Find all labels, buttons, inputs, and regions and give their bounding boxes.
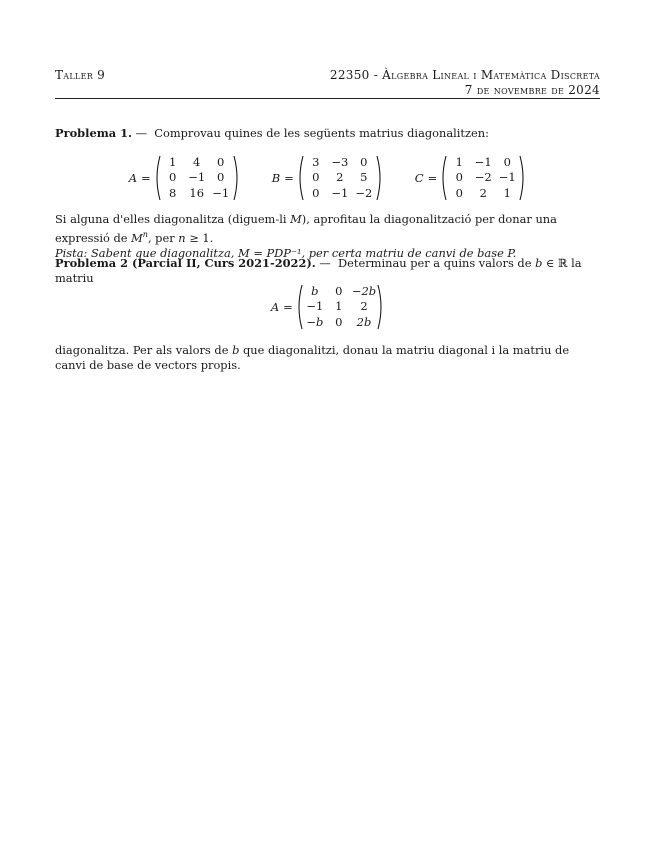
followup-text-2: ), aprofitau la diagonalització per donar una expressió de: [55, 212, 557, 245]
left-paren: [296, 284, 303, 330]
matrix-cell: −1: [212, 185, 230, 200]
followup-sup-n: n: [142, 230, 148, 239]
closing-b: b: [232, 343, 240, 357]
matrix-cell: 5: [360, 170, 368, 185]
problem2-dash: —: [319, 256, 331, 270]
followup-text-1: Si alguna d'elles diagonalitza (diguem-li: [55, 212, 291, 226]
matrix-cell: 2: [479, 185, 487, 200]
problem2-closing: [55, 343, 603, 373]
problem1-dash: —: [135, 126, 148, 140]
matrix-cell: 0: [360, 155, 368, 169]
problem1-title: Problema 1.: [55, 126, 132, 140]
matrix-cell: 0: [217, 170, 225, 185]
equals-sign: =: [427, 171, 438, 185]
followup-text-3: , per: [147, 230, 179, 245]
matrix-cell: 1: [455, 155, 463, 169]
matrix: [296, 284, 384, 330]
matrix: [297, 155, 383, 201]
matrix-cell: 0: [169, 170, 177, 185]
equals-sign: =: [284, 171, 294, 185]
matrix-equation-a: [271, 284, 384, 330]
followup-n: n: [178, 230, 186, 245]
course-title: 22350 - Àlgebra Lineal i Matemàtica Discreta: [329, 68, 600, 82]
matrix-cell: −2: [474, 170, 492, 185]
header-rule: [55, 98, 600, 99]
matrix-cell: 0: [455, 170, 463, 185]
matrix-cell: 0: [335, 284, 343, 298]
problem2-matrix: [55, 284, 600, 330]
matrix-cell: −1: [306, 299, 324, 314]
problem1-matrices: [55, 155, 600, 201]
matrix: [440, 155, 526, 201]
matrix-cell: −2b: [351, 284, 377, 298]
followup-M: M: [290, 212, 302, 226]
right-paren: [519, 155, 526, 201]
left-paren: [297, 155, 304, 201]
matrix-cell: 0: [217, 155, 225, 169]
matrix-name: A: [128, 171, 138, 185]
right-paren: [377, 284, 384, 330]
left-paren: [154, 155, 161, 201]
matrix-cell: −1: [474, 155, 492, 169]
followup-text-4: ≥ 1.: [185, 230, 214, 245]
date: 7 de novembre de 2024: [464, 83, 600, 97]
closing-text-1: diagonalitza. Per als valors de: [55, 343, 233, 357]
matrix-equation-a: [129, 155, 240, 201]
equals-sign: =: [283, 300, 293, 314]
matrix-cell: 2: [360, 299, 368, 314]
problem1-followup: [55, 212, 603, 261]
matrix-cell: 3: [312, 155, 320, 169]
matrix-cell: 0: [503, 155, 511, 169]
problem2-text-1: Determinau per a quins valors de: [338, 256, 536, 270]
problem2-title: Problema 2 (Parcial II, Curs 2021-2022).: [55, 256, 316, 270]
matrix-name: B: [271, 171, 281, 185]
matrix-cell: 2: [336, 170, 344, 185]
matrix-cell: 2b: [356, 314, 372, 329]
matrix-cell: −b: [306, 314, 324, 329]
matrix-cell: 1: [503, 185, 511, 200]
matrix-cell: −1: [498, 170, 516, 185]
equals-sign: =: [141, 171, 151, 185]
matrix-equation-c: [415, 155, 526, 201]
matrix-name: C: [414, 171, 424, 185]
matrix-cell: −2: [355, 185, 373, 200]
matrix-cell: 0: [312, 185, 320, 200]
matrix-cell: 8: [169, 185, 177, 200]
problem2-statement: [55, 256, 603, 286]
matrix-cell: 4: [193, 155, 201, 169]
matrix-cell: −3: [331, 155, 349, 169]
problem2-text-2: ∈ ℝ la matriu: [55, 256, 582, 285]
matrix-cell: 1: [335, 299, 343, 314]
problem1-text: Comprovau quines de les següents matrius diagonalitzen:: [154, 126, 489, 140]
header-right: [330, 68, 600, 98]
closing-text-2: que diagonalitzi, donau la matriu diagonal i la matriu de canvi de base de vectors propis.: [55, 343, 570, 372]
matrix-cell: b: [311, 284, 319, 298]
problem1-hint: Pista: Sabent que diagonalitza, M = PDP⁻¹, per certa matriu de canvi de base P.: [55, 245, 517, 260]
matrix-equation-b: [272, 155, 383, 201]
matrix-cell: 16: [189, 185, 205, 200]
followup-Mn: M: [131, 230, 143, 245]
problem1-statement: [55, 126, 603, 141]
left-paren: [440, 155, 447, 201]
header-left-title: Taller 9: [55, 68, 106, 82]
matrix: [154, 155, 240, 201]
problem2-b: b: [535, 256, 543, 270]
matrix-cell: −1: [188, 170, 206, 185]
matrix-cell: −1: [331, 185, 349, 200]
matrix-cell: 1: [169, 155, 177, 169]
matrix-cell: 0: [335, 314, 343, 329]
matrix-cell: 0: [455, 185, 463, 200]
matrix-name: A: [270, 300, 280, 314]
matrix-cell: 0: [312, 170, 320, 185]
right-paren: [233, 155, 240, 201]
right-paren: [376, 155, 383, 201]
